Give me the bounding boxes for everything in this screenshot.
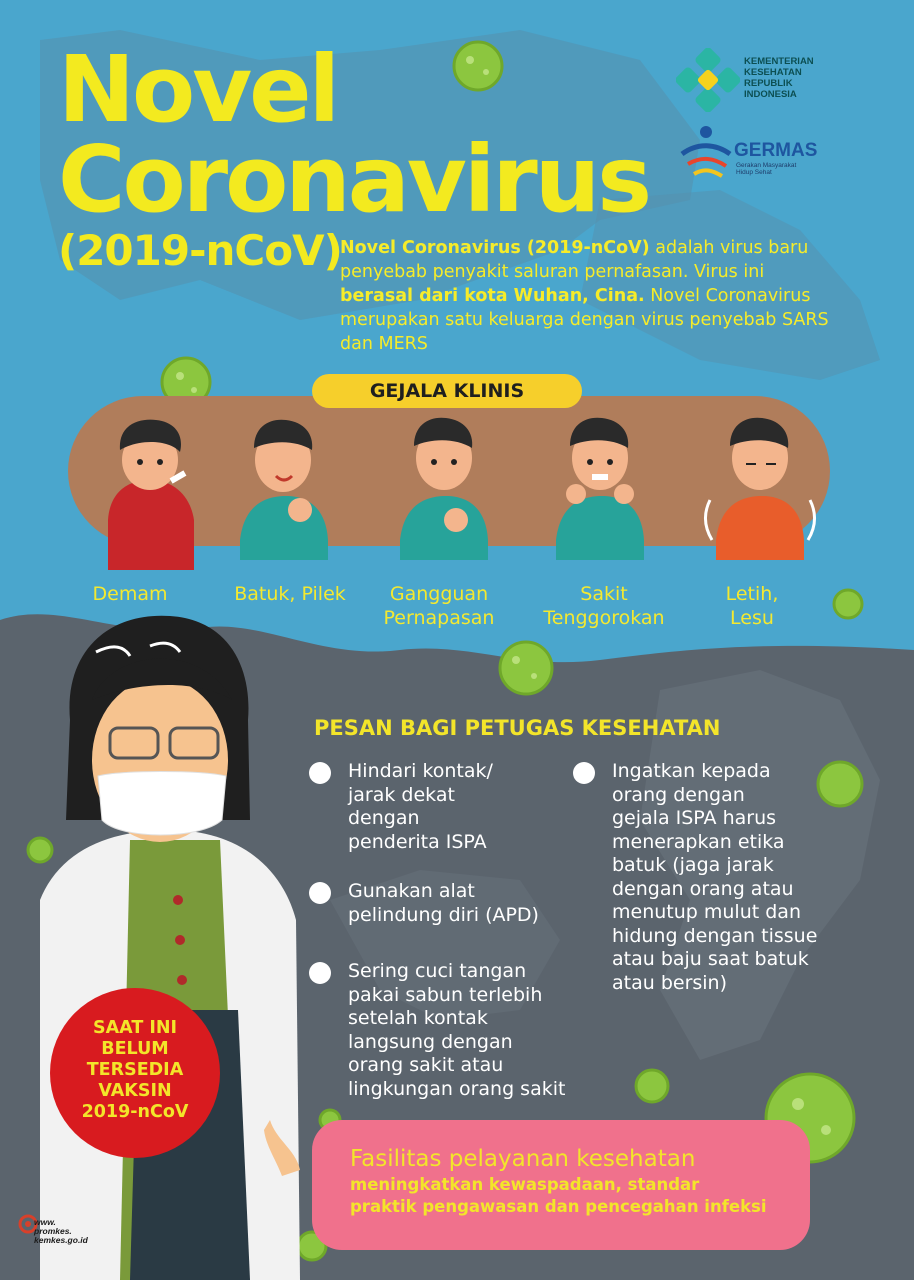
bullet-icon: [309, 962, 331, 984]
bullet-icon: [309, 762, 331, 784]
footer-url: www. promkes. kemkes.go.id: [34, 1217, 88, 1245]
symptom-label-tenggorokan: Sakit Tenggorokan: [543, 583, 665, 629]
symptom-label-batuk: Batuk, Pilek: [234, 583, 346, 605]
symptoms-heading: GEJALA KLINIS: [312, 374, 582, 408]
title-line-2: Coronavirus: [58, 126, 650, 233]
message-right-1: Ingatkan kepada orang dengan gejala ISPA harus menerapkan etika batuk (jaga jarak dengan orang atau menutup mulut dan hidung dengan tissue atau baju saat batuk atau bersin): [612, 760, 818, 994]
vaccine-badge: SAAT INI BELUM TERSEDIA VAKSIN 2019-nCoV: [50, 988, 220, 1158]
facility-body: meningkatkan kewaspadaan, standar praktik pengawasan dan pencegahan infeksi: [350, 1175, 767, 1216]
germas-logo-text: GERMAS: [734, 140, 818, 161]
message-left-1: Hindari kontak/ jarak dekat dengan penderita ISPA: [348, 760, 493, 853]
title-line-1: Novel: [58, 36, 338, 143]
intro-paragraph: Novel Coronavirus (2019-nCoV) adalah virus baru penyebab penyakit saluran pernafasan. Virus ini berasal dari kota Wuhan, Cina. Novel Coronavirus merupakan satu keluarga dengan virus penyebab SARS dan MERS: [340, 238, 829, 354]
facility-title: Fasilitas pelayanan kesehatan: [350, 1146, 696, 1172]
message-left-2: Gunakan alat pelindung diri (APD): [348, 880, 539, 926]
symptom-label-pernapasan: Gangguan Pernapasan: [383, 583, 495, 629]
bullet-icon: [573, 762, 595, 784]
bullet-icon: [309, 882, 331, 904]
message-left-3: Sering cuci tangan pakai sabun terlebih setelah kontak langsung dengan orang sakit atau lingkungan orang sakit: [348, 960, 566, 1100]
germas-logo-subtext: Gerakan Masyarakat Hidup Sehat: [736, 162, 797, 176]
symptom-label-letih: Letih, Lesu: [725, 583, 779, 629]
message-heading: PESAN BAGI PETUGAS KESEHATAN: [314, 716, 721, 740]
symptom-label-demam: Demam: [92, 583, 168, 605]
title-line-3: (2019-nCoV): [58, 226, 342, 275]
kemenkes-logo-text: KEMENTERIAN KESEHATAN REPUBLIK INDONESIA: [744, 56, 814, 100]
